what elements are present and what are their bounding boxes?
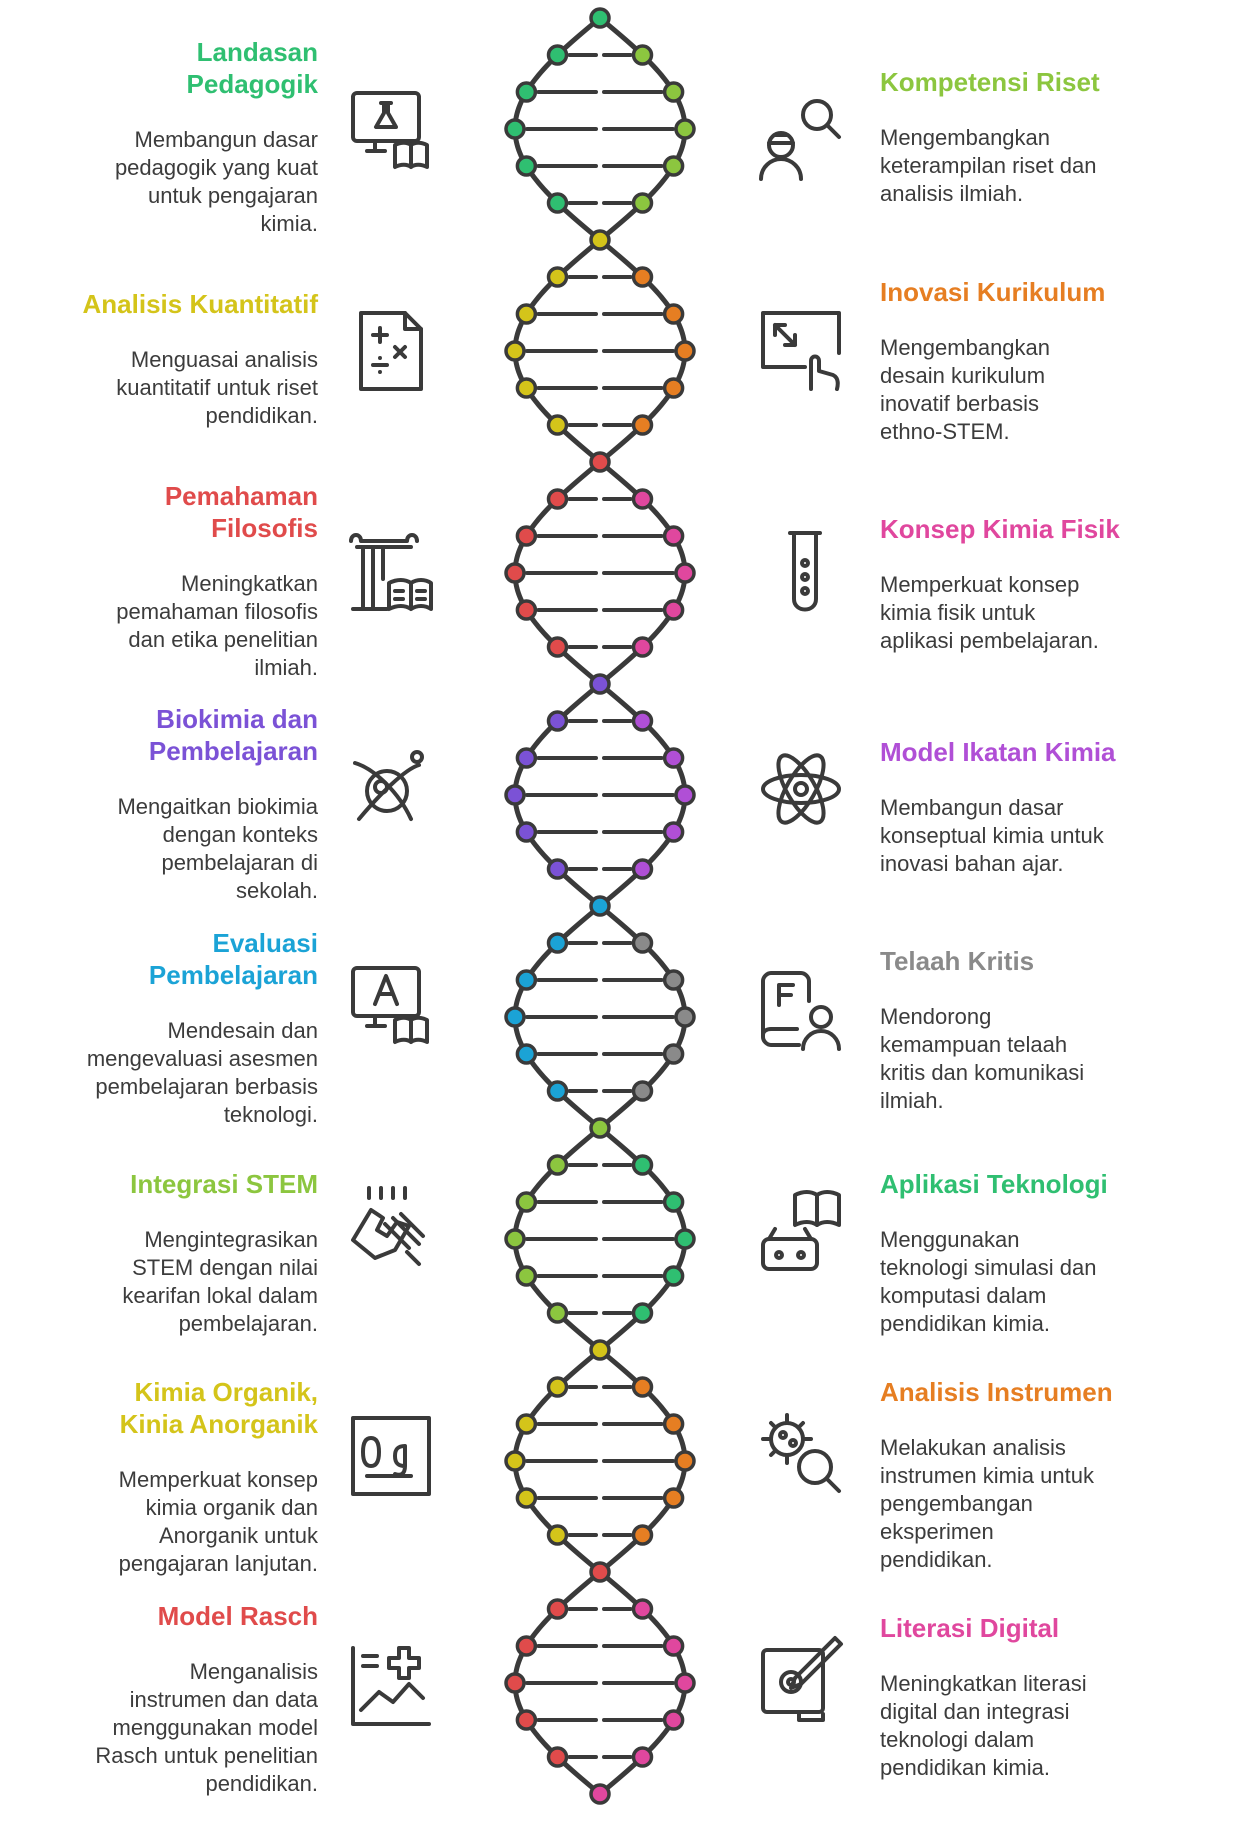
helix-node — [665, 1045, 683, 1063]
helix-node — [591, 675, 609, 693]
handshake-icon — [345, 1180, 437, 1272]
helix-node — [634, 712, 652, 730]
item-title: Model Rasch — [157, 1601, 318, 1631]
item-description: Menguasai analisis kuantitatif untuk riset pendidikan. — [116, 347, 318, 428]
helix-node — [634, 490, 652, 508]
helix-node — [517, 1267, 535, 1285]
atom-icon — [755, 743, 847, 835]
helix-node — [517, 1045, 535, 1063]
helix-node — [634, 416, 652, 434]
item-description: Memperkuat konsep kimia fisik untuk aplikasi pembelajaran. — [880, 572, 1099, 653]
helix-node — [517, 157, 535, 175]
helix-node — [634, 860, 652, 878]
item-title: Telaah Kritis — [880, 946, 1035, 976]
interactive-screen-icon — [755, 305, 847, 397]
helix-node — [665, 749, 683, 767]
helix-node — [517, 1637, 535, 1655]
item-pemahaman-filosofis — [50, 480, 318, 682]
helix-node — [634, 638, 652, 656]
helix-node — [676, 120, 694, 138]
helix-node — [549, 1304, 567, 1322]
item-description: Mengembangkan keterampilan riset dan analisis ilmiah. — [880, 125, 1097, 206]
helix-node — [634, 1526, 652, 1544]
helix-node — [549, 934, 567, 952]
helix-node — [634, 1304, 652, 1322]
helix-node — [591, 1119, 609, 1137]
helix-node — [665, 1489, 683, 1507]
helix-node — [634, 46, 652, 64]
helix-node — [517, 749, 535, 767]
item-title: Kompetensi Riset — [880, 67, 1100, 97]
item-telaah-kritis — [880, 945, 1180, 1115]
helix-node — [517, 1489, 535, 1507]
helix-node — [506, 564, 524, 582]
microbe-search-icon — [755, 1405, 847, 1497]
item-description: Meningkatkan pemahaman filosofis dan etika penelitian ilmiah. — [116, 571, 318, 680]
item-landasan-pedagogik — [50, 36, 318, 238]
helix-node — [665, 1415, 683, 1433]
helix-node — [665, 1193, 683, 1211]
helix-node — [634, 934, 652, 952]
helix-node — [665, 1637, 683, 1655]
item-inovasi-kurikulum — [880, 276, 1180, 446]
helix-node — [591, 897, 609, 915]
helix-node — [549, 1156, 567, 1174]
item-title: Aplikasi Teknologi — [880, 1169, 1108, 1199]
item-kompetensi-riset — [880, 66, 1180, 208]
helix-node — [517, 823, 535, 841]
item-title: Literasi Digital — [880, 1613, 1060, 1643]
helix-node — [634, 1082, 652, 1100]
helix-node — [506, 342, 524, 360]
helix-node — [549, 490, 567, 508]
item-description: Mendesain dan mengevaluasi asesmen pembelajaran berbasis teknologi. — [86, 1018, 318, 1127]
helix-node — [591, 1785, 609, 1803]
item-description: Menggunakan teknologi simulasi dan komputasi dalam pendidikan kimia. — [880, 1227, 1097, 1336]
helix-node — [676, 564, 694, 582]
item-title: Integrasi STEM — [130, 1169, 318, 1199]
helix-node — [549, 194, 567, 212]
helix-node — [517, 971, 535, 989]
helix-node — [634, 1748, 652, 1766]
item-description: Meningkatkan literasi digital dan integrasi teknologi dalam pendidikan kimia. — [880, 1671, 1087, 1780]
helix-node — [549, 860, 567, 878]
item-analisis-kuantitatif — [50, 288, 318, 430]
helix-node — [591, 1563, 609, 1581]
item-title: Landasan Pedagogik — [186, 37, 318, 99]
helix-node — [665, 379, 683, 397]
helix-node — [591, 1341, 609, 1359]
item-description: Memperkuat konsep kimia organik dan Anorganik untuk pengajaran lanjutan. — [118, 1467, 318, 1576]
monitor-flask-book-icon — [345, 85, 437, 177]
helix-node — [665, 823, 683, 841]
helix-node — [517, 1193, 535, 1211]
pillar-book-icon — [345, 525, 437, 617]
item-title: Model Ikatan Kimia — [880, 737, 1116, 767]
item-description: Membangun dasar konseptual kimia untuk inovasi bahan ajar. — [880, 795, 1104, 876]
item-integrasi-stem — [50, 1168, 318, 1338]
helix-node — [517, 527, 535, 545]
helix-node — [591, 231, 609, 249]
helix-node — [665, 1711, 683, 1729]
helix-node — [665, 601, 683, 619]
math-document-icon — [345, 305, 437, 397]
helix-node — [549, 268, 567, 286]
helix-node — [517, 1711, 535, 1729]
helix-node — [517, 379, 535, 397]
tablet-pen-icon — [755, 1630, 847, 1722]
item-title: Evaluasi Pembelajaran — [148, 928, 318, 990]
item-title: Konsep Kimia Fisik — [880, 514, 1120, 544]
helix-node — [549, 46, 567, 64]
item-description: Menganalisis instrumen dan data menggunakan model Rasch untuk penelitian pendidikan. — [95, 1659, 318, 1796]
helix-node — [517, 305, 535, 323]
helix-node — [676, 1008, 694, 1026]
test-tube-icon — [760, 525, 852, 617]
helix-node — [549, 712, 567, 730]
helix-node — [517, 1415, 535, 1433]
orbit-planet-icon — [345, 743, 437, 835]
helix-node — [634, 1378, 652, 1396]
chart-plus-icon — [345, 1640, 437, 1732]
helix-node — [549, 638, 567, 656]
vr-headset-book-icon — [755, 1185, 847, 1277]
item-title: Biokimia dan Pembelajaran — [148, 704, 318, 766]
item-description: Melakukan analisis instrumen kimia untuk pengembangan eksperimen pendidikan. — [880, 1435, 1094, 1572]
helix-node — [549, 1600, 567, 1618]
helix-node — [634, 1156, 652, 1174]
helix-node — [665, 1267, 683, 1285]
helix-node — [676, 786, 694, 804]
helix-node — [506, 120, 524, 138]
item-title: Analisis Instrumen — [880, 1377, 1113, 1407]
book-person-icon — [755, 965, 847, 1057]
helix-node — [591, 9, 609, 27]
helix-node — [665, 971, 683, 989]
helix-node — [506, 1230, 524, 1248]
helix-node — [665, 157, 683, 175]
helix-node — [676, 1674, 694, 1692]
item-description: Mendorong kemampuan telaah kritis dan komunikasi ilmiah. — [880, 1004, 1085, 1113]
item-evaluasi-pembelajaran — [50, 927, 318, 1129]
helix-node — [549, 1378, 567, 1396]
helix-node — [517, 601, 535, 619]
helix-node — [549, 1748, 567, 1766]
helix-node — [634, 194, 652, 212]
helix-node — [591, 453, 609, 471]
item-aplikasi-teknologi — [880, 1168, 1180, 1338]
item-literasi-digital — [880, 1612, 1180, 1782]
helix-node — [634, 268, 652, 286]
item-model-rasch — [50, 1600, 318, 1798]
item-description: Mengaitkan biokimia dengan konteks pembelajaran di sekolah. — [117, 794, 318, 903]
helix-node — [506, 1452, 524, 1470]
item-title: Kimia Organik, Kinia Anorganik — [119, 1377, 318, 1439]
helix-node — [634, 1600, 652, 1618]
helix-node — [665, 305, 683, 323]
helix-node — [506, 1674, 524, 1692]
item-biokimia — [50, 703, 318, 905]
item-konsep-kimia-fisik — [880, 513, 1180, 655]
item-description: Mengintegrasikan STEM dengan nilai kearifan lokal dalam pembelajaran. — [122, 1227, 318, 1336]
item-title: Analisis Kuantitatif — [82, 289, 318, 319]
helix-node — [676, 1230, 694, 1248]
monitor-letter-book-icon — [345, 960, 437, 1052]
helix-node — [517, 83, 535, 101]
helix-node — [665, 83, 683, 101]
helix-node — [549, 416, 567, 434]
researcher-search-icon — [755, 95, 847, 187]
helix-node — [549, 1526, 567, 1544]
element-tile-icon — [345, 1410, 437, 1502]
item-title: Inovasi Kurikulum — [880, 277, 1106, 307]
helix-node — [676, 342, 694, 360]
dna-helix — [495, 0, 705, 1826]
helix-node — [665, 527, 683, 545]
item-title: Pemahaman Filosofis — [164, 481, 318, 543]
item-model-ikatan-kimia — [880, 736, 1180, 878]
item-description: Membangun dasar pedagogik yang kuat untuk pengajaran kimia. — [114, 127, 318, 236]
helix-node — [549, 1082, 567, 1100]
item-analisis-instrumen — [880, 1376, 1180, 1574]
item-description: Mengembangkan desain kurikulum inovatif berbasis ethno-STEM. — [880, 335, 1051, 444]
helix-node — [676, 1452, 694, 1470]
helix-node — [506, 786, 524, 804]
item-kimia-organik — [50, 1376, 318, 1578]
helix-node — [506, 1008, 524, 1026]
